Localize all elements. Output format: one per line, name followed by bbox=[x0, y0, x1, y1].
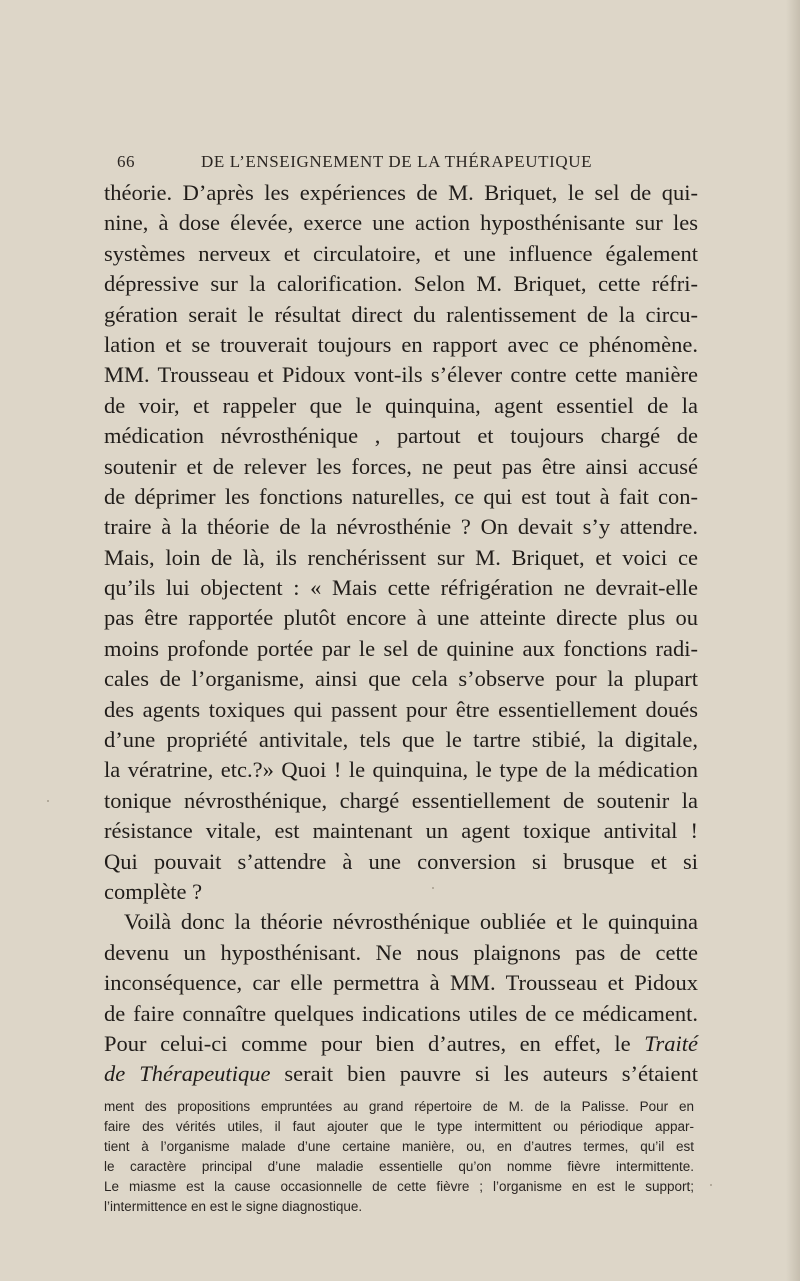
text-line: Voilà donc la théorie névrosthénique oubliée et le quinquina bbox=[124, 909, 698, 935]
text-line: d’une propriété antivitale, tels que le tartre stibié, la digitale, bbox=[104, 727, 698, 753]
footnote-line: Le miasme est la cause occasionnelle de cette fièvre ; l’organisme en est le support; bbox=[104, 1179, 694, 1194]
text-fragment: serait bien pauvre si les auteurs s’étaient bbox=[284, 1061, 699, 1087]
text-line: de faire connaître quelques indications utiles de ce médicament. bbox=[104, 1000, 698, 1026]
text-line: dépressive sur la calorification. Selon M. Briquet, cette réfri- bbox=[104, 271, 698, 297]
text-line: de voir, et rappeler que le quinquina, agent essentiel de la bbox=[104, 392, 698, 418]
text-line: moins profonde portée par le sel de quinine aux fonctions radi- bbox=[104, 635, 698, 661]
footnote bbox=[104, 1097, 694, 1217]
text-line: gération serait le résultat direct du ralentissement de la circu- bbox=[104, 301, 698, 327]
text-line-with-title bbox=[104, 1059, 698, 1089]
text-fragment: Pour celui-ci comme pour bien d’autres, en effet, le bbox=[104, 1030, 631, 1056]
footnote-line: faire des vérités utiles, il faut ajouter que le type intermittent ou périodique appar- bbox=[104, 1119, 694, 1134]
text-line: traire à la théorie de la névrosthénie ? On devait s’y attendre. bbox=[104, 514, 698, 540]
text-line: lation et se trouverait toujours en rapport avec ce phénomène. bbox=[104, 331, 698, 357]
text-line: de déprimer les fonctions naturelles, ce qui est tout à fait con- bbox=[104, 483, 698, 509]
text-line: nine, à dose élevée, exerce une action hyposthénisante sur les bbox=[104, 210, 698, 236]
text-line: résistance vitale, est maintenant un agent toxique antivital ! bbox=[104, 818, 698, 844]
text-line: systèmes nerveux et circulatoire, et une influence également bbox=[104, 240, 698, 266]
text-line: complète ? bbox=[104, 878, 203, 904]
running-title: DE L’ENSEIGNEMENT DE LA THÉRAPEUTIQUE bbox=[201, 152, 593, 171]
paper-speck bbox=[47, 800, 49, 802]
text-line: devenu un hyposthénisant. Ne nous plaignons pas de cette bbox=[104, 939, 698, 965]
paper-speck bbox=[710, 1184, 712, 1186]
page-number: 66 bbox=[117, 152, 135, 171]
text-line: la vératrine, etc.?» Quoi ! le quinquina, le type de la médication bbox=[104, 757, 698, 783]
text-line: inconséquence, car elle permettra à MM. Trousseau et Pidoux bbox=[104, 970, 698, 996]
text-line: cales de l’organisme, ainsi que cela s’observe pour la plupart bbox=[104, 666, 698, 692]
running-header bbox=[117, 150, 717, 176]
text-line: qu’ils lui objectent : « Mais cette réfrigération ne devrait-elle bbox=[104, 575, 698, 601]
main-text bbox=[104, 178, 698, 1090]
book-title-part: Traité bbox=[644, 1030, 698, 1056]
page-edge-shadow bbox=[786, 0, 800, 1281]
text-line: tonique névrosthénique, chargé essentiellement de soutenir la bbox=[104, 787, 698, 813]
text-line: pas être rapportée plutôt encore à une atteinte directe plus ou bbox=[104, 605, 698, 631]
text-line: Qui pouvait s’attendre à une conversion si brusque et si bbox=[104, 848, 698, 874]
text-line-with-title bbox=[104, 1029, 698, 1059]
text-line: médication névrosthénique , partout et toujours chargé de bbox=[104, 423, 698, 449]
paper-speck bbox=[432, 887, 434, 889]
text-line: MM. Trousseau et Pidoux vont-ils s’élever contre cette manière bbox=[104, 362, 698, 388]
footnote-line: tient à l’organisme malade d’une certaine manière, ou, en d’autres termes, qu’il est bbox=[104, 1139, 694, 1154]
footnote-line: le caractère principal d’une maladie essentielle qu’on nomme fièvre intermittente. bbox=[104, 1159, 694, 1174]
text-line: théorie. D’après les expériences de M. Briquet, le sel de qui- bbox=[104, 180, 698, 205]
text-line: Mais, loin de là, ils renchérissent sur M. Briquet, et voici ce bbox=[104, 544, 698, 570]
book-title-part: de Thérapeutique bbox=[104, 1061, 271, 1087]
text-line: des agents toxiques qui passent pour être essentiellement doués bbox=[104, 696, 698, 722]
footnote-line: l’intermittence en est le signe diagnostique. bbox=[104, 1199, 363, 1214]
footnote-line: ment des propositions empruntées au grand répertoire de M. de la Palisse. Pour en bbox=[104, 1099, 694, 1114]
text-line: soutenir et de relever les forces, ne peut pas être ainsi accusé bbox=[104, 453, 698, 479]
